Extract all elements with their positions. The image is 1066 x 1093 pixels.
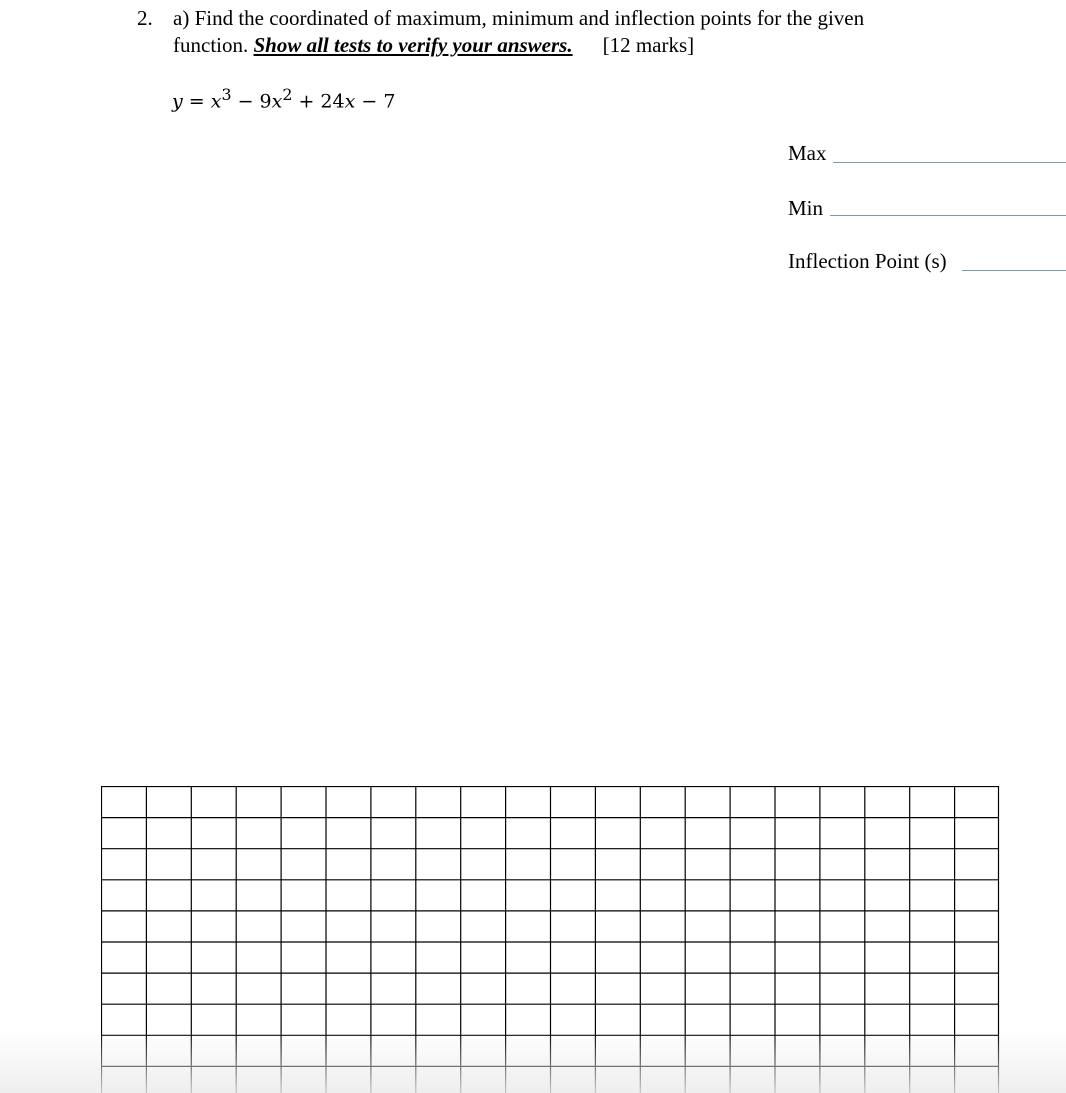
eq-exp2: 2 (282, 85, 293, 104)
eq-tail: − 7 (355, 90, 396, 113)
max-answer-line[interactable] (833, 162, 1066, 163)
question-number: 2. (137, 6, 153, 30)
question-instruction: Show all tests to verify your answers. (253, 33, 573, 57)
eq-x3: x (344, 90, 356, 113)
question-text-prefix: function. (173, 33, 254, 57)
eq-exp1: 3 (221, 85, 232, 104)
min-label: Min (788, 196, 824, 220)
eq-plus: + 24 (292, 90, 345, 113)
question-marks: [12 marks] (602, 33, 695, 57)
eq-y: y (172, 90, 183, 113)
eq-equals: = (182, 90, 211, 113)
function-equation (172, 85, 395, 112)
eq-x1: x (210, 90, 222, 113)
graph-grid[interactable] (101, 786, 1001, 1093)
inflection-label: Inflection Point (s) (788, 249, 947, 273)
inflection-answer-line[interactable] (962, 270, 1066, 271)
eq-minus1: − 9 (231, 90, 272, 113)
question-text-line2 (173, 33, 694, 58)
graph-grid-svg (101, 786, 1001, 1093)
question-text-line1: a) Find the coordinated of maximum, minimum and inflection points for the given (173, 6, 865, 30)
max-label: Max (788, 141, 827, 165)
min-answer-line[interactable] (830, 215, 1066, 216)
eq-x2: x (271, 90, 283, 113)
